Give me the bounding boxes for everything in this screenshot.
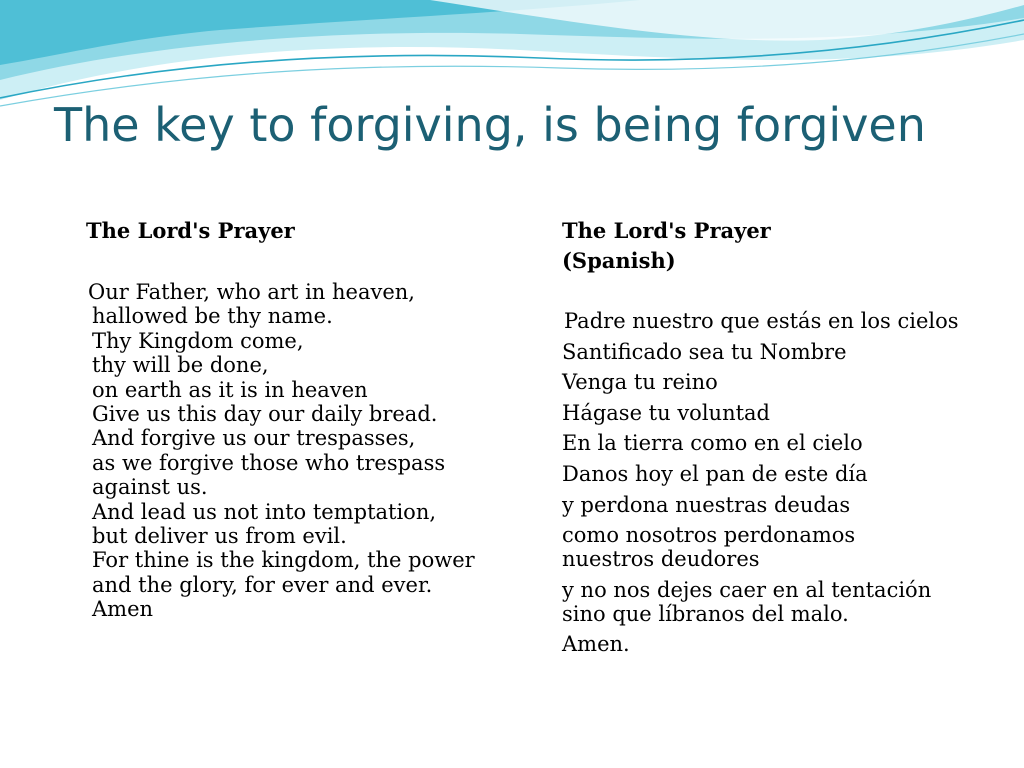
spanish-line: sino que líbranos del malo. [562, 601, 849, 626]
spanish-prayer-text [562, 309, 1002, 656]
spanish-line-group [562, 578, 1002, 626]
slide-title: The key to forgiving, is being forgiven [54, 98, 926, 152]
english-line: Thy Kingdom come, [92, 328, 304, 353]
english-heading: The Lord's Prayer [86, 218, 295, 243]
english-line: Our Father, who art in heaven, [88, 280, 415, 304]
spanish-line: y perdona nuestras deudas [562, 492, 851, 517]
english-prayer-column [86, 216, 506, 622]
spanish-prayer-column [562, 216, 1002, 663]
english-line: against us. [92, 475, 208, 500]
decorative-wave-banner [0, 0, 1024, 110]
english-line: hallowed be thy name. [92, 304, 333, 329]
spanish-line: Santificado sea tu Nombre [562, 339, 847, 364]
spanish-line: Venga tu reino [562, 370, 718, 395]
spanish-line: nuestros deudores [562, 547, 760, 572]
english-line: thy will be done, [92, 353, 269, 378]
english-line: on earth as it is in heaven [92, 377, 368, 402]
english-prayer-text [86, 280, 506, 622]
spanish-line: Amen. [562, 632, 630, 657]
spanish-line: Padre nuestro que estás en los cielos [564, 309, 959, 333]
spanish-line: y no nos dejes caer en al tentación [562, 577, 932, 602]
spanish-heading-line-1: The Lord's Prayer [562, 218, 771, 243]
english-line: Give us this day our daily bread. [92, 402, 438, 427]
spanish-line: Danos hoy el pan de este día [562, 461, 868, 486]
english-line: and the glory, for ever and ever. [92, 572, 433, 597]
english-line: For thine is the kingdom, the power [92, 548, 475, 573]
english-line: And lead us not into temptation, [92, 499, 437, 524]
english-line: but deliver us from evil. [92, 524, 347, 549]
english-line: And forgive us our trespasses, [92, 426, 416, 451]
spanish-heading [562, 216, 1002, 276]
spanish-line: como nosotros perdonamos [562, 523, 856, 548]
english-line: Amen [92, 597, 154, 622]
english-line: as we forgive those who trespass [92, 450, 446, 475]
spanish-line: Hágase tu voluntad [562, 400, 770, 425]
spanish-line: En la tierra como en el cielo [562, 431, 863, 456]
spanish-line-group [562, 523, 1002, 571]
spanish-heading-line-2: (Spanish) [562, 248, 676, 273]
